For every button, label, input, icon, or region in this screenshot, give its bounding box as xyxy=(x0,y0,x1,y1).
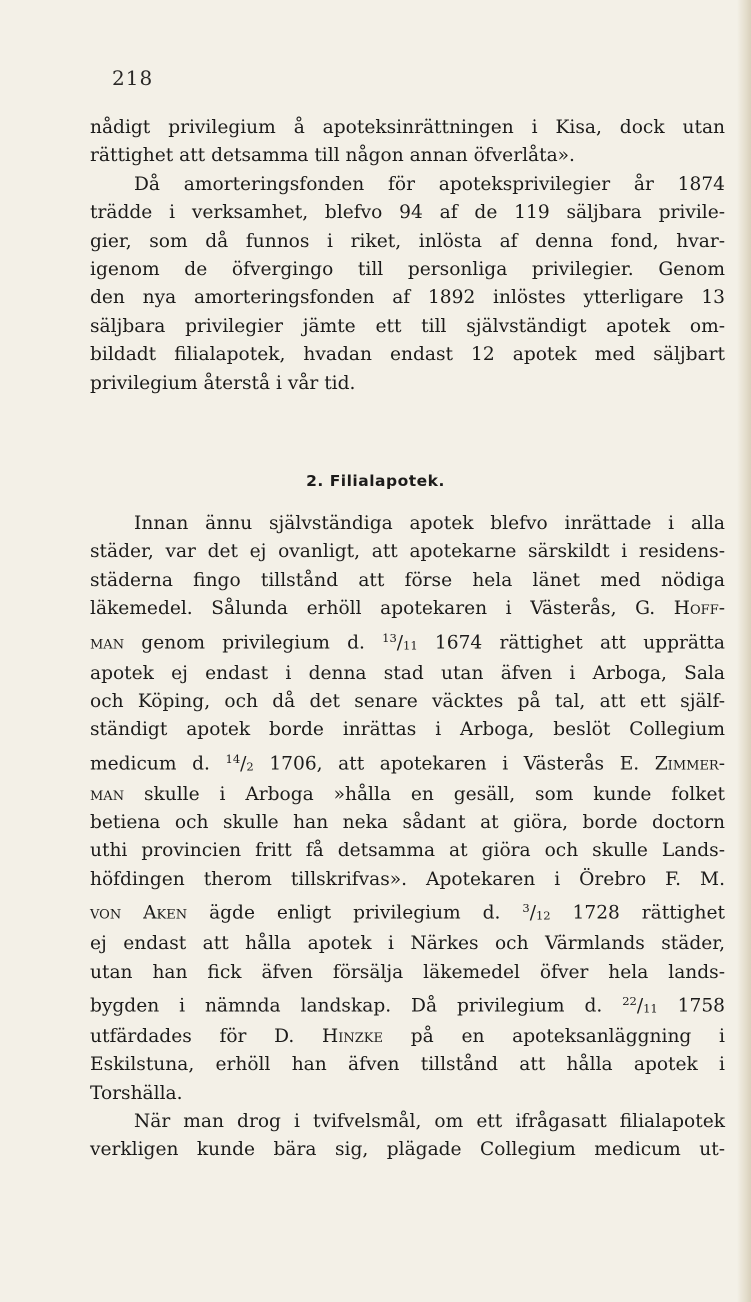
text-line: utan han fick äfven försälja läkemedel öfver hela lands- xyxy=(90,961,725,983)
text-line: nådigt privilegium å apoteksinrättningen i Kisa, dock utan xyxy=(90,117,725,138)
text-line: ständigt apotek borde inrättas i Arboga, beslöt Collegium xyxy=(90,719,725,741)
date-fraction-day: 22 xyxy=(622,993,637,1008)
text-line: bygden i nämnda landskap. Då privilegium d. $^{22}/_{11}$ 1758 xyxy=(90,993,725,1017)
page-number: 218 xyxy=(112,66,154,90)
text-line: och Köping, och då det senare väcktes på tal, att ett själf- xyxy=(90,690,725,712)
date-fraction-month: 12 xyxy=(535,908,551,923)
text-line: verkligen kunde bära sig, plägade Collegium medicum ut- xyxy=(90,1139,725,1161)
text-line: rättighet att detsamma till någon annan öfverlåta». xyxy=(90,145,575,167)
small-caps-name: man xyxy=(90,631,125,653)
text-line: Torshälla. xyxy=(90,1082,183,1104)
text-line: betiena och skulle han neka sådant at giöra, borde doctorn xyxy=(90,812,725,833)
text-line: bildadt filialapotek, hvadan endast 12 apotek med säljbart xyxy=(90,344,725,366)
small-caps-name: man xyxy=(90,783,125,805)
text-line: ej endast att hålla apotek i Närkes och Värmlands städer, xyxy=(90,933,725,955)
small-caps-name: Hinzke xyxy=(322,1025,384,1047)
text-line: höfdingen therom tillskrifvas». Apotekaren i Örebro F. M. xyxy=(90,868,725,890)
section-heading: 2. Filialapotek. xyxy=(306,472,445,490)
text-line: man skulle i Arboga »hålla en gesäll, som kunde folket xyxy=(90,783,725,805)
small-caps-name: Hoff- xyxy=(673,598,725,620)
date-fraction-month: 2 xyxy=(246,759,254,774)
text-line: städerna fingo tillstånd att förse hela länet med nödiga xyxy=(90,569,725,591)
text-line: Då amorteringsfonden för apoteksprivilegier år 1874 xyxy=(134,173,725,195)
text-line: medicum d. $^{14}/_2$ 1706, att apotekaren i Västerås E. Zimmer- xyxy=(90,751,726,775)
text-line: Innan ännu självständiga apotek blefvo inrättade i alla xyxy=(134,513,725,534)
text-line: trädde i verksamhet, blefvo 94 af de 119 säljbara privile- xyxy=(90,202,725,224)
paragraph-1 xyxy=(90,114,725,398)
text-line: Eskilstuna, erhöll han äfven tillstånd att hålla apotek i xyxy=(90,1054,725,1076)
date-fraction-day: 3 xyxy=(522,901,530,916)
paragraph-2 xyxy=(90,510,725,1165)
date-fraction-month: 11 xyxy=(643,1001,658,1016)
date-fraction-day: 13 xyxy=(382,630,397,645)
text-line: säljbara privilegier jämte ett till självständigt apotek om- xyxy=(90,315,725,337)
text-line: uthi provincien fritt få detsamma at giöra och skulle Lands- xyxy=(90,840,725,862)
text-line: städer, var det ej ovanligt, att apotekarne särskildt i residens- xyxy=(90,541,725,563)
date-fraction-month: 11 xyxy=(403,638,418,653)
text-line: von Aken ägde enligt privilegium d. $^3/_{12}$ 1728 rättighet xyxy=(90,901,726,924)
text-line: man genom privilegium d. $^{13}/_{11}$ 1674 rättighet att upprätta xyxy=(90,630,725,653)
text-line: läkemedel. Sålunda erhöll apotekaren i Västerås, G. Hoff- xyxy=(90,598,725,620)
text-line: den nya amorteringsfonden af 1892 inlöstes ytterligare 13 xyxy=(90,287,725,309)
text-line: igenom de öfvergingo till personliga privilegier. Genom xyxy=(90,259,725,281)
text-line: privilegium återstå i vår tid. xyxy=(90,372,356,394)
small-caps-name: Zimmer- xyxy=(654,753,726,775)
text-line: apotek ej endast i denna stad utan äfven i Arboga, Sala xyxy=(90,662,725,684)
text-line: När man drog i tvifvelsmål, om ett ifrågasatt filialapotek xyxy=(134,1111,725,1132)
small-caps-name: von Aken xyxy=(90,902,188,924)
text-line: utfärdades för D. Hinzke på en apoteksanläggning i xyxy=(90,1025,725,1047)
page-edge-shadow xyxy=(737,0,751,1302)
text-line: gier, som då funnos i riket, inlösta af denna fond, hvar- xyxy=(90,230,725,252)
date-fraction-day: 14 xyxy=(225,751,241,766)
